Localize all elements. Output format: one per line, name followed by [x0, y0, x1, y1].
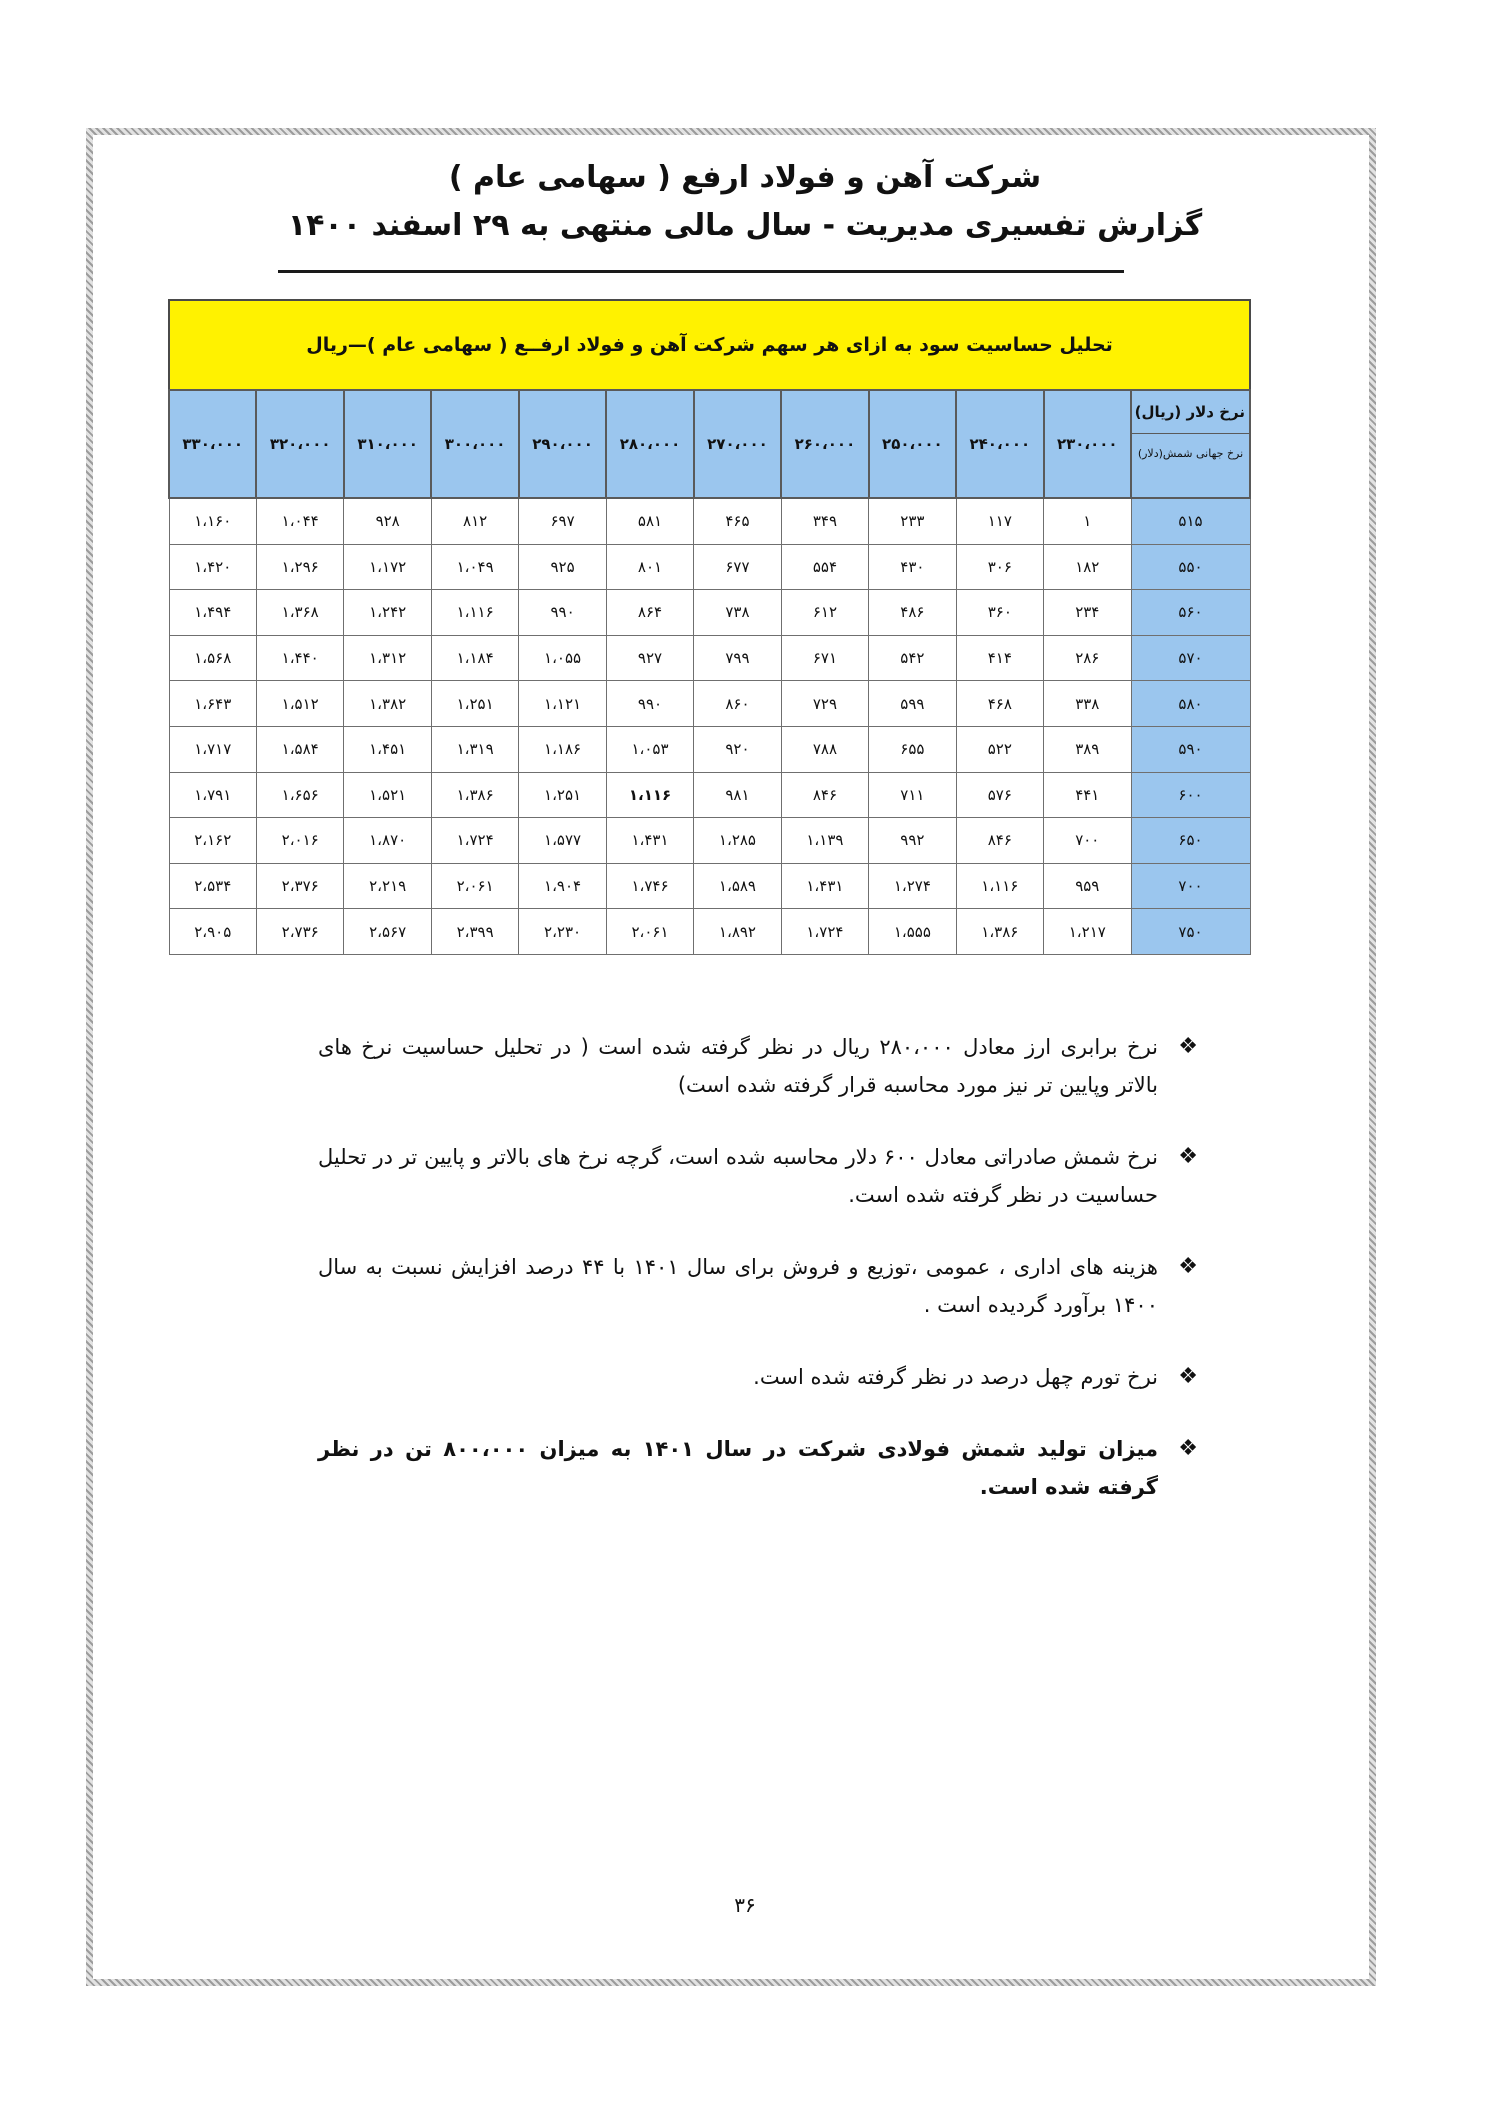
- table-cell: ۶۹۷: [519, 498, 606, 544]
- table-row: [169, 590, 1250, 636]
- page-number: ۳۶: [734, 1893, 756, 1917]
- report-title: گزارش تفسیری مدیریت - سال مالی منتهی به ۲۹ اسفند ۱۴۰۰: [287, 208, 1203, 243]
- table-cell: ۱،۸۷۰: [344, 818, 431, 864]
- row-header: ۵۸۰: [1131, 681, 1250, 727]
- notes-list: [318, 1028, 1198, 1540]
- table-cell: ۸۱۲: [431, 498, 518, 544]
- table-cell: ۱۱۷: [956, 498, 1043, 544]
- table-cell: ۹۲۰: [694, 726, 781, 772]
- table-cell: ۱،۳۸۶: [956, 909, 1043, 955]
- row-header: ۵۷۰: [1131, 635, 1250, 681]
- billet-price-label: نرخ جهانی شمش(دلار): [1137, 447, 1244, 460]
- company-title: شرکت آهن و فولاد ارفع ( سهامی عام ): [448, 160, 1042, 195]
- table-cell: ۷۹۹: [694, 635, 781, 681]
- corner-cell: [1131, 390, 1250, 498]
- table-cell: ۸۴۶: [781, 772, 868, 818]
- row-header: ۵۱۵: [1131, 498, 1250, 544]
- column-header: ۲۵۰،۰۰۰: [869, 390, 956, 498]
- table-cell: ۱،۴۴۰: [256, 635, 343, 681]
- table-cell: ۱،۱۸۶: [519, 726, 606, 772]
- table-cell: ۵۷۶: [956, 772, 1043, 818]
- table-cell: ۴۶۸: [956, 681, 1043, 727]
- table-cell: ۷۳۸: [694, 590, 781, 636]
- note-item: [318, 1430, 1198, 1506]
- table-cell: ۳۸۹: [1044, 726, 1131, 772]
- table-cell: ۹۸۱: [694, 772, 781, 818]
- table-cell: ۱،۴۲۰: [169, 544, 256, 590]
- table-caption: تحلیل حساسیت سود به ازای هر سهم شرکت آهن و فولاد ارفــع ( سهامی عام )—ریال: [168, 299, 1251, 389]
- table-cell: ۲،۹۰۵: [169, 909, 256, 955]
- table-cell: ۱،۲۸۵: [694, 818, 781, 864]
- note-item: [318, 1248, 1198, 1324]
- diamond-bullet-icon: ❖: [1178, 1436, 1198, 1461]
- note-item: [318, 1358, 1198, 1396]
- row-header: ۶۰۰: [1131, 772, 1250, 818]
- table-cell: ۲،۵۳۴: [169, 863, 256, 909]
- table-cell: ۴۱۴: [956, 635, 1043, 681]
- table-cell: ۱،۵۸۹: [694, 863, 781, 909]
- table-cell: ۹۹۰: [606, 681, 693, 727]
- row-header: ۷۰۰: [1131, 863, 1250, 909]
- column-header: ۳۲۰،۰۰۰: [256, 390, 343, 498]
- table-row: [169, 498, 1250, 544]
- table-cell: ۶۷۱: [781, 635, 868, 681]
- table-cell: ۹۹۲: [869, 818, 956, 864]
- table-cell: ۱،۵۵۵: [869, 909, 956, 955]
- table-cell: ۱،۷۲۴: [431, 818, 518, 864]
- table-row: [169, 681, 1250, 727]
- table-row: [169, 726, 1250, 772]
- table-cell: ۱،۴۹۴: [169, 590, 256, 636]
- row-header: ۵۶۰: [1131, 590, 1250, 636]
- table-cell: ۱،۷۴۶: [606, 863, 693, 909]
- table-cell: ۱،۷۹۱: [169, 772, 256, 818]
- table-cell: ۱،۵۸۴: [256, 726, 343, 772]
- row-header: ۶۵۰: [1131, 818, 1250, 864]
- column-header: ۲۹۰،۰۰۰: [519, 390, 606, 498]
- table-cell: ۱،۲۹۶: [256, 544, 343, 590]
- table-row: [169, 863, 1250, 909]
- table-cell: ۵۲۲: [956, 726, 1043, 772]
- table-cell: ۸۶۰: [694, 681, 781, 727]
- table-cell: ۱،۳۱۹: [431, 726, 518, 772]
- table-cell: ۳۴۹: [781, 498, 868, 544]
- row-header: ۵۵۰: [1131, 544, 1250, 590]
- table-cell: ۱،۱۱۶: [431, 590, 518, 636]
- table-cell: ۲،۵۶۷: [344, 909, 431, 955]
- table-cell: ۱،۰۴۴: [256, 498, 343, 544]
- column-header: ۲۴۰،۰۰۰: [956, 390, 1043, 498]
- column-header: ۲۷۰،۰۰۰: [694, 390, 781, 498]
- table-body: [169, 498, 1250, 954]
- table-cell: ۵۹۹: [869, 681, 956, 727]
- table-cell: ۴۳۰: [869, 544, 956, 590]
- table-cell: ۱،۰۴۹: [431, 544, 518, 590]
- table-cell: ۲،۷۳۶: [256, 909, 343, 955]
- table-cell: ۹۲۷: [606, 635, 693, 681]
- table-cell: ۱،۶۵۶: [256, 772, 343, 818]
- column-header: ۳۱۰،۰۰۰: [344, 390, 431, 498]
- table-cell: ۱،۷۲۴: [781, 909, 868, 955]
- table-cell: ۸۴۶: [956, 818, 1043, 864]
- table-row: [169, 635, 1250, 681]
- table-cell: ۱،۶۴۳: [169, 681, 256, 727]
- table-cell: ۲۸۶: [1044, 635, 1131, 681]
- table-cell: ۱،۱۱۶: [956, 863, 1043, 909]
- table-cell: ۹۵۹: [1044, 863, 1131, 909]
- table-cell: ۲،۳۷۶: [256, 863, 343, 909]
- sensitivity-table: [168, 299, 1251, 955]
- table-cell: ۱،۸۹۲: [694, 909, 781, 955]
- table-cell: ۱،۷۱۷: [169, 726, 256, 772]
- table-cell: ۱،۴۳۱: [606, 818, 693, 864]
- table-cell: ۷۱۱: [869, 772, 956, 818]
- table-cell: ۲،۰۱۶: [256, 818, 343, 864]
- table-cell: ۹۲۵: [519, 544, 606, 590]
- column-header: ۲۳۰،۰۰۰: [1044, 390, 1131, 498]
- table-cell: ۲۳۴: [1044, 590, 1131, 636]
- table-cell: ۱،۱۲۱: [519, 681, 606, 727]
- table-cell: ۱،۰۵۵: [519, 635, 606, 681]
- table-cell: ۲۳۳: [869, 498, 956, 544]
- table-cell: ۱،۲۵۱: [431, 681, 518, 727]
- table-cell: ۲،۰۶۱: [431, 863, 518, 909]
- table-row: [169, 909, 1250, 955]
- row-header: ۷۵۰: [1131, 909, 1250, 955]
- table-cell: ۶۷۷: [694, 544, 781, 590]
- diamond-bullet-icon: ❖: [1178, 1034, 1198, 1059]
- note-text: نرخ شمش صادراتی معادل ۶۰۰ دلار محاسبه شده است، گرچه نرخ های بالاتر و پایین تر در تحلیل حساسیت در نظر گرفته شده است.: [318, 1145, 1158, 1207]
- dollar-rate-label: نرخ دلار (ریال): [1132, 391, 1249, 434]
- table-cell: ۵۸۱: [606, 498, 693, 544]
- table-cell: ۱،۱۳۹: [781, 818, 868, 864]
- table-cell: ۱،۱۶۰: [169, 498, 256, 544]
- column-header: ۳۳۰،۰۰۰: [169, 390, 256, 498]
- table-cell: ۱،۴۵۱: [344, 726, 431, 772]
- table-cell: ۴۴۱: [1044, 772, 1131, 818]
- column-header: ۲۸۰،۰۰۰: [606, 390, 693, 498]
- table-cell: ۱،۹۰۴: [519, 863, 606, 909]
- table-cell: ۲،۳۹۹: [431, 909, 518, 955]
- table-cell: ۱،۰۵۳: [606, 726, 693, 772]
- table-cell: ۹۹۰: [519, 590, 606, 636]
- table-row: [169, 544, 1250, 590]
- table-cell: ۲،۱۶۲: [169, 818, 256, 864]
- note-text: میزان تولید شمش فولادی شرکت در سال ۱۴۰۱ به میزان ۸۰۰،۰۰۰ تن در نظر گرفته شده است.: [318, 1437, 1158, 1499]
- diamond-bullet-icon: ❖: [1178, 1144, 1198, 1169]
- table-cell: ۵۴۲: [869, 635, 956, 681]
- sensitivity-grid: [168, 389, 1251, 955]
- table-cell: ۴۶۵: [694, 498, 781, 544]
- document-header: [0, 155, 1490, 251]
- table-cell: ۱،۳۸۶: [431, 772, 518, 818]
- note-text: هزینه های اداری ، عمومی ،توزیع و فروش برای سال ۱۴۰۱ با ۴۴ درصد افزایش نسبت به سال ۱۴۰۰ برآورد گردیده است .: [318, 1255, 1159, 1317]
- table-cell: ۱۸۲: [1044, 544, 1131, 590]
- table-cell: ۲،۲۱۹: [344, 863, 431, 909]
- table-cell: ۵۵۴: [781, 544, 868, 590]
- diamond-bullet-icon: ❖: [1178, 1364, 1198, 1389]
- table-cell: ۹۲۸: [344, 498, 431, 544]
- column-header: ۳۰۰،۰۰۰: [431, 390, 518, 498]
- table-header-row: [169, 390, 1250, 498]
- table-cell: ۷۰۰: [1044, 818, 1131, 864]
- table-cell: ۱،۴۳۱: [781, 863, 868, 909]
- table-cell: ۱،۲۵۱: [519, 772, 606, 818]
- table-cell: ۷۲۹: [781, 681, 868, 727]
- table-cell: ۲،۰۶۱: [606, 909, 693, 955]
- table-cell: ۱،۱۷۲: [344, 544, 431, 590]
- table-cell: ۱،۵۱۲: [256, 681, 343, 727]
- table-cell: ۶۵۵: [869, 726, 956, 772]
- table-cell: ۲،۲۳۰: [519, 909, 606, 955]
- table-cell: ۱،۳۸۲: [344, 681, 431, 727]
- note-text: نرخ برابری ارز معادل ۲۸۰،۰۰۰ ریال در نظر گرفته شده است ( در تحلیل حساسیت نرخ های بالاتر وپایین تر نیز مورد محاسبه قرار گرفته شده است): [318, 1035, 1158, 1097]
- table-cell: ۴۸۶: [869, 590, 956, 636]
- title-underline: [278, 270, 1124, 273]
- table-cell: ۶۱۲: [781, 590, 868, 636]
- note-text: نرخ تورم چهل درصد در نظر گرفته شده است.: [753, 1365, 1158, 1389]
- table-cell: ۳۶۰: [956, 590, 1043, 636]
- note-item: [318, 1138, 1198, 1214]
- table-cell: ۳۰۶: [956, 544, 1043, 590]
- table-cell: ۱،۱۱۶: [606, 772, 693, 818]
- table-cell: ۱،۵۲۱: [344, 772, 431, 818]
- table-cell: ۱،۳۱۲: [344, 635, 431, 681]
- note-item: [318, 1028, 1198, 1104]
- table-row: [169, 772, 1250, 818]
- table-cell: ۷۸۸: [781, 726, 868, 772]
- table-cell: ۳۳۸: [1044, 681, 1131, 727]
- table-cell: ۱،۲۱۷: [1044, 909, 1131, 955]
- table-cell: ۸۰۱: [606, 544, 693, 590]
- table-cell: ۱،۳۶۸: [256, 590, 343, 636]
- diamond-bullet-icon: ❖: [1178, 1254, 1198, 1279]
- table-cell: ۸۶۴: [606, 590, 693, 636]
- table-cell: ۱،۵۷۷: [519, 818, 606, 864]
- table-row: [169, 818, 1250, 864]
- table-cell: ۱: [1044, 498, 1131, 544]
- table-cell: ۱،۲۷۴: [869, 863, 956, 909]
- table-cell: ۱،۵۶۸: [169, 635, 256, 681]
- row-header: ۵۹۰: [1131, 726, 1250, 772]
- table-cell: ۱،۲۴۲: [344, 590, 431, 636]
- column-header: ۲۶۰،۰۰۰: [781, 390, 868, 498]
- table-cell: ۱،۱۸۴: [431, 635, 518, 681]
